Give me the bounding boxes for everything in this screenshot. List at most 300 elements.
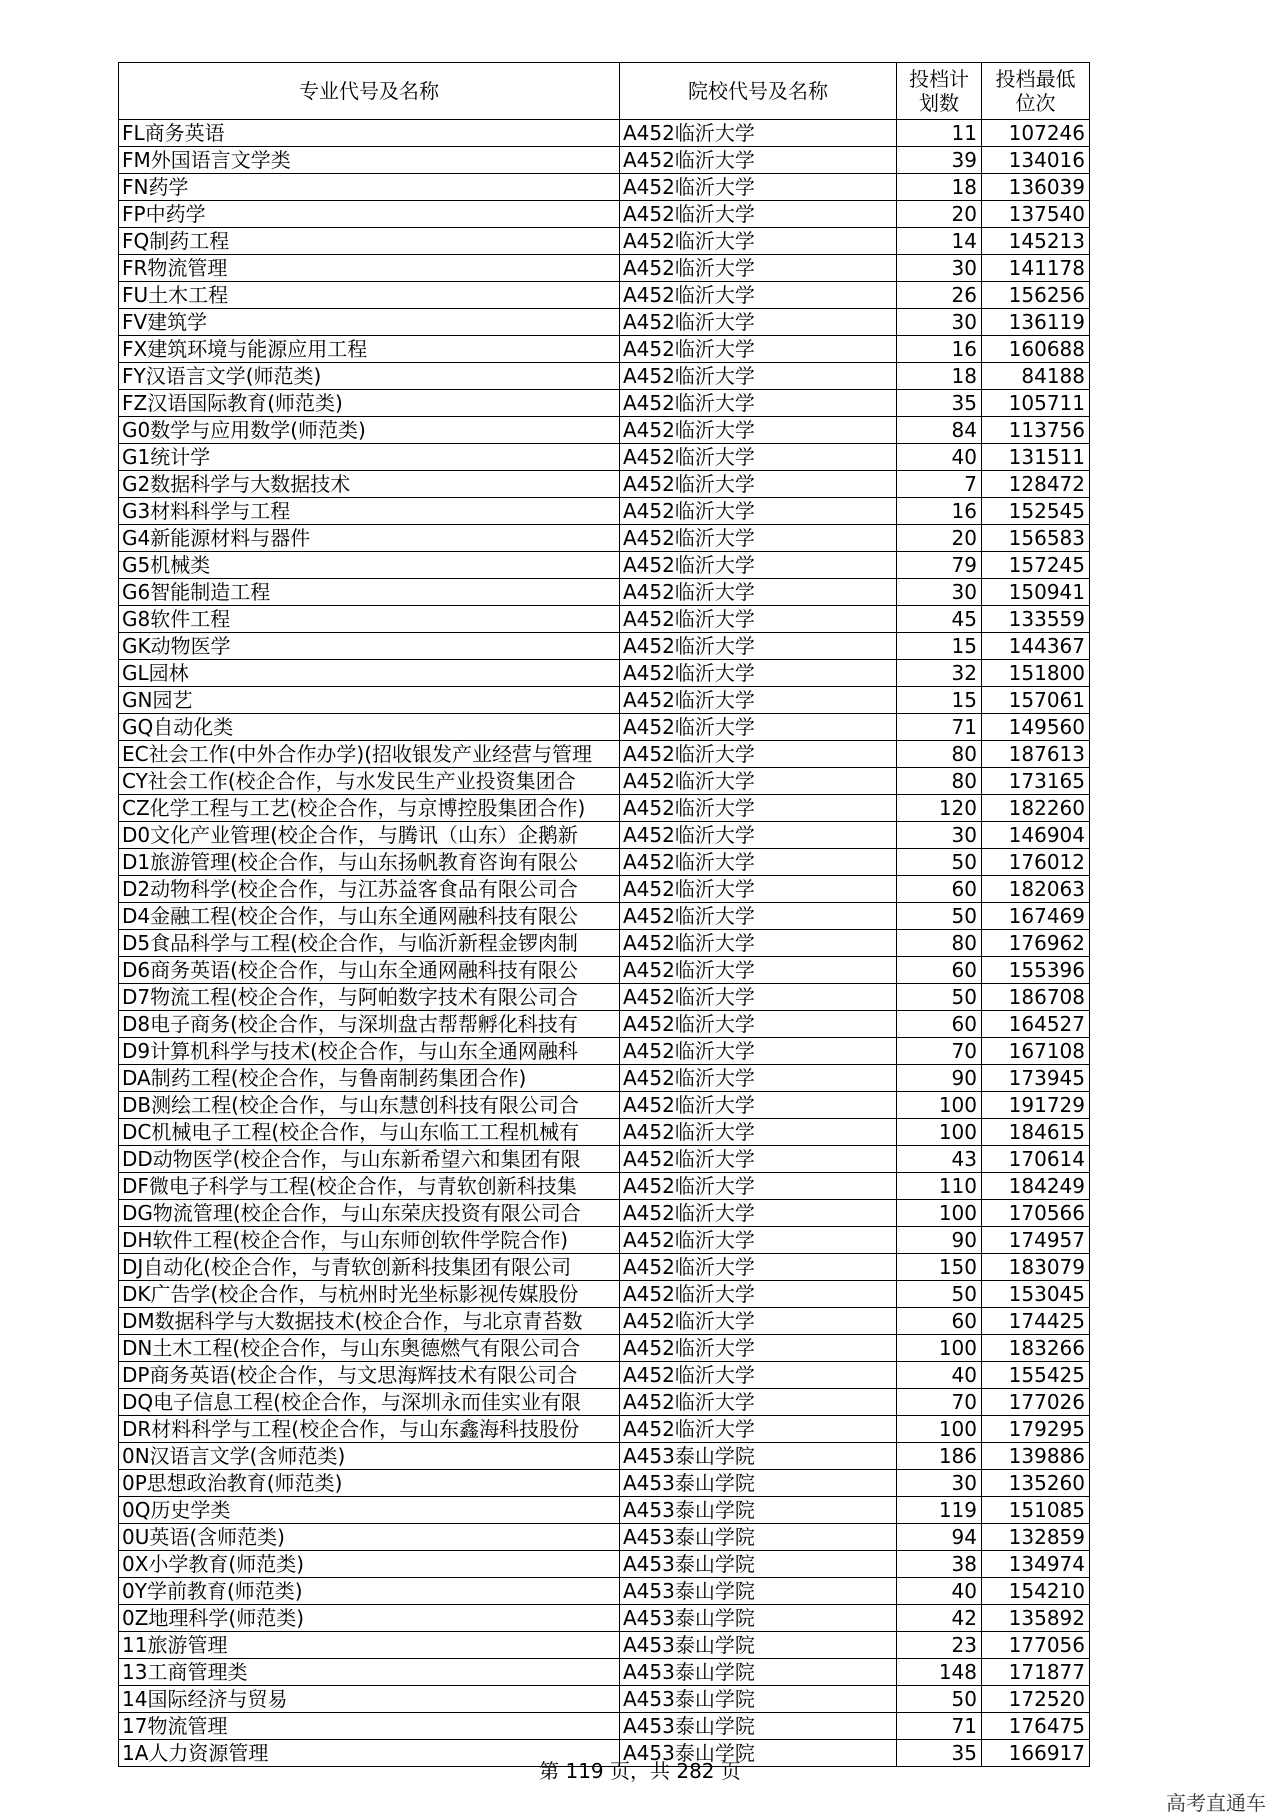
table-row xyxy=(119,579,1090,606)
table-row xyxy=(119,1389,1090,1416)
header-plan: 投档计 划数 xyxy=(897,63,982,120)
table-row xyxy=(119,1659,1090,1686)
table-row xyxy=(119,1308,1090,1335)
cell-school: A453泰山学院 xyxy=(620,1443,897,1470)
table-row xyxy=(119,1551,1090,1578)
cell-min-rank: 182063 xyxy=(982,876,1090,903)
cell-plan-count: 30 xyxy=(897,1470,982,1497)
cell-plan-count: 30 xyxy=(897,255,982,282)
cell-min-rank: 177056 xyxy=(982,1632,1090,1659)
cell-plan-count: 71 xyxy=(897,714,982,741)
table-row xyxy=(119,390,1090,417)
cell-school: A452临沂大学 xyxy=(620,822,897,849)
cell-min-rank: 170614 xyxy=(982,1146,1090,1173)
cell-plan-count: 26 xyxy=(897,282,982,309)
cell-min-rank: 149560 xyxy=(982,714,1090,741)
cell-school: A452临沂大学 xyxy=(620,201,897,228)
table-row xyxy=(119,1200,1090,1227)
cell-plan-count: 32 xyxy=(897,660,982,687)
cell-major: G6智能制造工程 xyxy=(119,579,620,606)
cell-school: A452临沂大学 xyxy=(620,768,897,795)
cell-min-rank: 155425 xyxy=(982,1362,1090,1389)
table-row xyxy=(119,336,1090,363)
cell-min-rank: 176012 xyxy=(982,849,1090,876)
table-row xyxy=(119,1524,1090,1551)
cell-school: A452临沂大学 xyxy=(620,1065,897,1092)
cell-school: A452临沂大学 xyxy=(620,255,897,282)
cell-major: DP商务英语(校企合作，与文思海辉技术有限公司合 xyxy=(119,1362,620,1389)
cell-plan-count: 90 xyxy=(897,1227,982,1254)
table-header-row xyxy=(119,63,1090,120)
cell-school: A452临沂大学 xyxy=(620,795,897,822)
cell-major: FV建筑学 xyxy=(119,309,620,336)
cell-major: D5食品科学与工程(校企合作，与临沂新程金锣肉制 xyxy=(119,930,620,957)
table-row xyxy=(119,633,1090,660)
cell-school: A452临沂大学 xyxy=(620,876,897,903)
cell-plan-count: 70 xyxy=(897,1038,982,1065)
cell-min-rank: 156256 xyxy=(982,282,1090,309)
cell-school: A452临沂大学 xyxy=(620,1119,897,1146)
cell-min-rank: 167108 xyxy=(982,1038,1090,1065)
cell-school: A452临沂大学 xyxy=(620,1146,897,1173)
cell-major: 1A人力资源管理 xyxy=(119,1740,620,1767)
table-row xyxy=(119,849,1090,876)
watermark-text: 高考直通车 xyxy=(1166,1791,1266,1815)
cell-major: DN土木工程(校企合作，与山东奥德燃气有限公司合 xyxy=(119,1335,620,1362)
cell-min-rank: 145213 xyxy=(982,228,1090,255)
table-row xyxy=(119,282,1090,309)
cell-major: FM外国语言文学类 xyxy=(119,147,620,174)
cell-plan-count: 50 xyxy=(897,984,982,1011)
cell-plan-count: 186 xyxy=(897,1443,982,1470)
cell-min-rank: 139886 xyxy=(982,1443,1090,1470)
cell-min-rank: 152545 xyxy=(982,498,1090,525)
cell-min-rank: 137540 xyxy=(982,201,1090,228)
cell-min-rank: 179295 xyxy=(982,1416,1090,1443)
cell-plan-count: 40 xyxy=(897,1362,982,1389)
cell-plan-count: 50 xyxy=(897,1281,982,1308)
cell-plan-count: 71 xyxy=(897,1713,982,1740)
table-row xyxy=(119,1011,1090,1038)
cell-plan-count: 150 xyxy=(897,1254,982,1281)
cell-school: A452临沂大学 xyxy=(620,606,897,633)
cell-min-rank: 153045 xyxy=(982,1281,1090,1308)
cell-plan-count: 18 xyxy=(897,363,982,390)
cell-plan-count: 60 xyxy=(897,876,982,903)
cell-school: A452临沂大学 xyxy=(620,498,897,525)
table-row xyxy=(119,498,1090,525)
cell-plan-count: 84 xyxy=(897,417,982,444)
table-row xyxy=(119,255,1090,282)
cell-major: 13工商管理类 xyxy=(119,1659,620,1686)
cell-major: G5机械类 xyxy=(119,552,620,579)
cell-min-rank: 84188 xyxy=(982,363,1090,390)
cell-min-rank: 177026 xyxy=(982,1389,1090,1416)
cell-plan-count: 43 xyxy=(897,1146,982,1173)
cell-plan-count: 39 xyxy=(897,147,982,174)
cell-major: 0N汉语言文学(含师范类) xyxy=(119,1443,620,1470)
cell-school: A452临沂大学 xyxy=(620,363,897,390)
table-row xyxy=(119,1497,1090,1524)
cell-min-rank: 136119 xyxy=(982,309,1090,336)
table-row xyxy=(119,525,1090,552)
cell-plan-count: 16 xyxy=(897,498,982,525)
cell-min-rank: 133559 xyxy=(982,606,1090,633)
table-row xyxy=(119,1092,1090,1119)
cell-plan-count: 15 xyxy=(897,687,982,714)
table-row xyxy=(119,1578,1090,1605)
cell-major: 14国际经济与贸易 xyxy=(119,1686,620,1713)
cell-plan-count: 79 xyxy=(897,552,982,579)
cell-school: A452临沂大学 xyxy=(620,1335,897,1362)
cell-min-rank: 135892 xyxy=(982,1605,1090,1632)
table-row xyxy=(119,1038,1090,1065)
cell-major: GK动物医学 xyxy=(119,633,620,660)
cell-major: D0文化产业管理(校企合作，与腾讯（山东）企鹅新 xyxy=(119,822,620,849)
cell-plan-count: 70 xyxy=(897,1389,982,1416)
cell-major: CY社会工作(校企合作，与水发民生产业投资集团合 xyxy=(119,768,620,795)
cell-major: DM数据科学与大数据技术(校企合作，与北京青苔数 xyxy=(119,1308,620,1335)
cell-major: 0U英语(含师范类) xyxy=(119,1524,620,1551)
cell-school: A452临沂大学 xyxy=(620,417,897,444)
table-row xyxy=(119,822,1090,849)
cell-min-rank: 105711 xyxy=(982,390,1090,417)
header-school: 院校代号及名称 xyxy=(620,63,897,120)
cell-school: A452临沂大学 xyxy=(620,282,897,309)
cell-min-rank: 135260 xyxy=(982,1470,1090,1497)
cell-school: A452临沂大学 xyxy=(620,309,897,336)
cell-major: DH软件工程(校企合作，与山东师创软件学院合作) xyxy=(119,1227,620,1254)
table-row xyxy=(119,660,1090,687)
table-row xyxy=(119,714,1090,741)
cell-plan-count: 20 xyxy=(897,525,982,552)
cell-plan-count: 42 xyxy=(897,1605,982,1632)
cell-plan-count: 15 xyxy=(897,633,982,660)
table-row xyxy=(119,147,1090,174)
cell-plan-count: 100 xyxy=(897,1335,982,1362)
cell-school: A452临沂大学 xyxy=(620,1227,897,1254)
table-row xyxy=(119,1227,1090,1254)
cell-major: GL园林 xyxy=(119,660,620,687)
table-row xyxy=(119,1173,1090,1200)
cell-min-rank: 171877 xyxy=(982,1659,1090,1686)
cell-major: DB测绘工程(校企合作，与山东慧创科技有限公司合 xyxy=(119,1092,620,1119)
cell-major: FX建筑环境与能源应用工程 xyxy=(119,336,620,363)
cell-plan-count: 50 xyxy=(897,903,982,930)
cell-school: A453泰山学院 xyxy=(620,1524,897,1551)
cell-school: A452临沂大学 xyxy=(620,849,897,876)
cell-min-rank: 155396 xyxy=(982,957,1090,984)
table-row xyxy=(119,795,1090,822)
cell-plan-count: 60 xyxy=(897,957,982,984)
cell-min-rank: 176475 xyxy=(982,1713,1090,1740)
cell-plan-count: 16 xyxy=(897,336,982,363)
cell-min-rank: 182260 xyxy=(982,795,1090,822)
cell-min-rank: 174957 xyxy=(982,1227,1090,1254)
cell-min-rank: 176962 xyxy=(982,930,1090,957)
cell-plan-count: 80 xyxy=(897,768,982,795)
table-row xyxy=(119,174,1090,201)
cell-school: A452临沂大学 xyxy=(620,228,897,255)
cell-school: A452临沂大学 xyxy=(620,660,897,687)
table-row xyxy=(119,687,1090,714)
table-row xyxy=(119,1443,1090,1470)
cell-plan-count: 50 xyxy=(897,849,982,876)
cell-major: 17物流管理 xyxy=(119,1713,620,1740)
cell-school: A453泰山学院 xyxy=(620,1497,897,1524)
table-row xyxy=(119,201,1090,228)
cell-min-rank: 186708 xyxy=(982,984,1090,1011)
cell-plan-count: 23 xyxy=(897,1632,982,1659)
admission-table xyxy=(118,62,1090,1767)
cell-major: G4新能源材料与器件 xyxy=(119,525,620,552)
cell-min-rank: 184615 xyxy=(982,1119,1090,1146)
cell-plan-count: 100 xyxy=(897,1119,982,1146)
cell-min-rank: 150941 xyxy=(982,579,1090,606)
cell-major: DA制药工程(校企合作，与鲁南制药集团合作) xyxy=(119,1065,620,1092)
cell-school: A452临沂大学 xyxy=(620,120,897,147)
cell-plan-count: 90 xyxy=(897,1065,982,1092)
table-row xyxy=(119,1605,1090,1632)
cell-school: A452临沂大学 xyxy=(620,687,897,714)
cell-plan-count: 18 xyxy=(897,174,982,201)
cell-major: FU土木工程 xyxy=(119,282,620,309)
cell-min-rank: 128472 xyxy=(982,471,1090,498)
cell-plan-count: 30 xyxy=(897,309,982,336)
cell-min-rank: 151085 xyxy=(982,1497,1090,1524)
cell-school: A452临沂大学 xyxy=(620,1416,897,1443)
cell-min-rank: 157245 xyxy=(982,552,1090,579)
cell-major: DQ电子信息工程(校企合作，与深圳永而佳实业有限 xyxy=(119,1389,620,1416)
cell-school: A452临沂大学 xyxy=(620,1011,897,1038)
cell-major: DR材料科学与工程(校企合作，与山东鑫海科技股份 xyxy=(119,1416,620,1443)
cell-major: D9计算机科学与技术(校企合作，与山东全通网融科 xyxy=(119,1038,620,1065)
cell-plan-count: 94 xyxy=(897,1524,982,1551)
table-row xyxy=(119,444,1090,471)
cell-school: A453泰山学院 xyxy=(620,1605,897,1632)
cell-major: CZ化学工程与工艺(校企合作，与京博控股集团合作) xyxy=(119,795,620,822)
cell-min-rank: 164527 xyxy=(982,1011,1090,1038)
cell-min-rank: 166917 xyxy=(982,1740,1090,1767)
cell-major: GQ自动化类 xyxy=(119,714,620,741)
cell-major: 0X小学教育(师范类) xyxy=(119,1551,620,1578)
cell-school: A452临沂大学 xyxy=(620,1092,897,1119)
cell-major: D4金融工程(校企合作，与山东全通网融科技有限公 xyxy=(119,903,620,930)
cell-min-rank: 157061 xyxy=(982,687,1090,714)
table-row xyxy=(119,228,1090,255)
cell-school: A452临沂大学 xyxy=(620,957,897,984)
cell-major: FL商务英语 xyxy=(119,120,620,147)
cell-plan-count: 11 xyxy=(897,120,982,147)
cell-school: A452临沂大学 xyxy=(620,174,897,201)
cell-plan-count: 148 xyxy=(897,1659,982,1686)
cell-min-rank: 154210 xyxy=(982,1578,1090,1605)
cell-school: A452临沂大学 xyxy=(620,147,897,174)
cell-min-rank: 146904 xyxy=(982,822,1090,849)
cell-major: D2动物科学(校企合作，与江苏益客食品有限公司合 xyxy=(119,876,620,903)
cell-plan-count: 14 xyxy=(897,228,982,255)
cell-min-rank: 183079 xyxy=(982,1254,1090,1281)
cell-min-rank: 160688 xyxy=(982,336,1090,363)
cell-major: FZ汉语国际教育(师范类) xyxy=(119,390,620,417)
cell-major: D7物流工程(校企合作，与阿帕数字技术有限公司合 xyxy=(119,984,620,1011)
table-row xyxy=(119,1362,1090,1389)
cell-min-rank: 131511 xyxy=(982,444,1090,471)
table-row xyxy=(119,471,1090,498)
table-row xyxy=(119,1470,1090,1497)
cell-major: 0P思想政治教育(师范类) xyxy=(119,1470,620,1497)
cell-major: 11旅游管理 xyxy=(119,1632,620,1659)
cell-min-rank: 156583 xyxy=(982,525,1090,552)
cell-school: A452临沂大学 xyxy=(620,1389,897,1416)
cell-major: GN园艺 xyxy=(119,687,620,714)
cell-school: A452临沂大学 xyxy=(620,444,897,471)
cell-min-rank: 173945 xyxy=(982,1065,1090,1092)
cell-plan-count: 80 xyxy=(897,741,982,768)
cell-major: DD动物医学(校企合作，与山东新希望六和集团有限 xyxy=(119,1146,620,1173)
table-row xyxy=(119,309,1090,336)
cell-plan-count: 100 xyxy=(897,1092,982,1119)
cell-school: A453泰山学院 xyxy=(620,1686,897,1713)
cell-min-rank: 183266 xyxy=(982,1335,1090,1362)
cell-major: DJ自动化(校企合作，与青软创新科技集团有限公司 xyxy=(119,1254,620,1281)
cell-major: FY汉语言文学(师范类) xyxy=(119,363,620,390)
cell-school: A452临沂大学 xyxy=(620,903,897,930)
cell-major: FQ制药工程 xyxy=(119,228,620,255)
cell-school: A453泰山学院 xyxy=(620,1578,897,1605)
cell-school: A453泰山学院 xyxy=(620,1632,897,1659)
cell-major: DK广告学(校企合作，与杭州时光坐标影视传媒股份 xyxy=(119,1281,620,1308)
cell-plan-count: 30 xyxy=(897,822,982,849)
cell-plan-count: 60 xyxy=(897,1308,982,1335)
cell-school: A453泰山学院 xyxy=(620,1740,897,1767)
cell-min-rank: 170566 xyxy=(982,1200,1090,1227)
table-row xyxy=(119,552,1090,579)
cell-school: A453泰山学院 xyxy=(620,1713,897,1740)
cell-school: A452临沂大学 xyxy=(620,930,897,957)
table-row xyxy=(119,1065,1090,1092)
cell-plan-count: 45 xyxy=(897,606,982,633)
cell-plan-count: 20 xyxy=(897,201,982,228)
cell-school: A452临沂大学 xyxy=(620,741,897,768)
cell-min-rank: 191729 xyxy=(982,1092,1090,1119)
cell-school: A452临沂大学 xyxy=(620,633,897,660)
table-row xyxy=(119,903,1090,930)
cell-major: G3材料科学与工程 xyxy=(119,498,620,525)
cell-plan-count: 40 xyxy=(897,444,982,471)
cell-min-rank: 113756 xyxy=(982,417,1090,444)
cell-min-rank: 107246 xyxy=(982,120,1090,147)
cell-plan-count: 35 xyxy=(897,390,982,417)
cell-plan-count: 80 xyxy=(897,930,982,957)
table-row xyxy=(119,1335,1090,1362)
page-number: 第 119 页，共 282 页 xyxy=(539,1759,741,1783)
cell-min-rank: 136039 xyxy=(982,174,1090,201)
cell-school: A452临沂大学 xyxy=(620,714,897,741)
cell-min-rank: 141178 xyxy=(982,255,1090,282)
cell-major: FR物流管理 xyxy=(119,255,620,282)
cell-min-rank: 134974 xyxy=(982,1551,1090,1578)
cell-plan-count: 100 xyxy=(897,1416,982,1443)
cell-min-rank: 144367 xyxy=(982,633,1090,660)
cell-major: G8软件工程 xyxy=(119,606,620,633)
cell-school: A452临沂大学 xyxy=(620,1362,897,1389)
cell-school: A452临沂大学 xyxy=(620,1038,897,1065)
cell-plan-count: 7 xyxy=(897,471,982,498)
cell-major: D8电子商务(校企合作，与深圳盘古帮帮孵化科技有 xyxy=(119,1011,620,1038)
cell-plan-count: 35 xyxy=(897,1740,982,1767)
cell-school: A453泰山学院 xyxy=(620,1659,897,1686)
cell-plan-count: 119 xyxy=(897,1497,982,1524)
cell-school: A452临沂大学 xyxy=(620,552,897,579)
cell-min-rank: 173165 xyxy=(982,768,1090,795)
cell-major: FN药学 xyxy=(119,174,620,201)
cell-school: A452临沂大学 xyxy=(620,390,897,417)
table-row xyxy=(119,1281,1090,1308)
cell-school: A452临沂大学 xyxy=(620,1200,897,1227)
cell-major: 0Q历史学类 xyxy=(119,1497,620,1524)
cell-plan-count: 50 xyxy=(897,1686,982,1713)
table-row xyxy=(119,1416,1090,1443)
table-row xyxy=(119,1713,1090,1740)
table-row xyxy=(119,957,1090,984)
table-row xyxy=(119,930,1090,957)
cell-plan-count: 60 xyxy=(897,1011,982,1038)
table-row xyxy=(119,1254,1090,1281)
cell-plan-count: 40 xyxy=(897,1578,982,1605)
cell-school: A453泰山学院 xyxy=(620,1470,897,1497)
cell-plan-count: 110 xyxy=(897,1173,982,1200)
cell-min-rank: 167469 xyxy=(982,903,1090,930)
table-row xyxy=(119,768,1090,795)
cell-school: A452临沂大学 xyxy=(620,471,897,498)
table-body xyxy=(119,120,1090,1767)
table-row xyxy=(119,120,1090,147)
table-row xyxy=(119,876,1090,903)
cell-plan-count: 38 xyxy=(897,1551,982,1578)
cell-min-rank: 132859 xyxy=(982,1524,1090,1551)
cell-min-rank: 134016 xyxy=(982,147,1090,174)
cell-min-rank: 187613 xyxy=(982,741,1090,768)
cell-min-rank: 172520 xyxy=(982,1686,1090,1713)
table-row xyxy=(119,1632,1090,1659)
header-major: 专业代号及名称 xyxy=(119,63,620,120)
table-row xyxy=(119,741,1090,768)
table-row xyxy=(119,1146,1090,1173)
cell-major: 0Z地理科学(师范类) xyxy=(119,1605,620,1632)
cell-min-rank: 174425 xyxy=(982,1308,1090,1335)
cell-plan-count: 100 xyxy=(897,1200,982,1227)
cell-school: A452临沂大学 xyxy=(620,525,897,552)
table-row xyxy=(119,606,1090,633)
cell-major: D1旅游管理(校企合作，与山东扬帆教育咨询有限公 xyxy=(119,849,620,876)
header-min-rank: 投档最低 位次 xyxy=(982,63,1090,120)
cell-major: G2数据科学与大数据技术 xyxy=(119,471,620,498)
cell-school: A452临沂大学 xyxy=(620,1281,897,1308)
cell-major: G0数学与应用数学(师范类) xyxy=(119,417,620,444)
table-row xyxy=(119,1686,1090,1713)
cell-major: DF微电子科学与工程(校企合作，与青软创新科技集 xyxy=(119,1173,620,1200)
cell-major: G1统计学 xyxy=(119,444,620,471)
cell-school: A452临沂大学 xyxy=(620,336,897,363)
cell-school: A452临沂大学 xyxy=(620,1254,897,1281)
table-row xyxy=(119,417,1090,444)
cell-min-rank: 184249 xyxy=(982,1173,1090,1200)
cell-school: A452临沂大学 xyxy=(620,579,897,606)
cell-major: EC社会工作(中外合作办学)(招收银发产业经营与管理 xyxy=(119,741,620,768)
cell-major: DC机械电子工程(校企合作，与山东临工工程机械有 xyxy=(119,1119,620,1146)
cell-school: A453泰山学院 xyxy=(620,1551,897,1578)
